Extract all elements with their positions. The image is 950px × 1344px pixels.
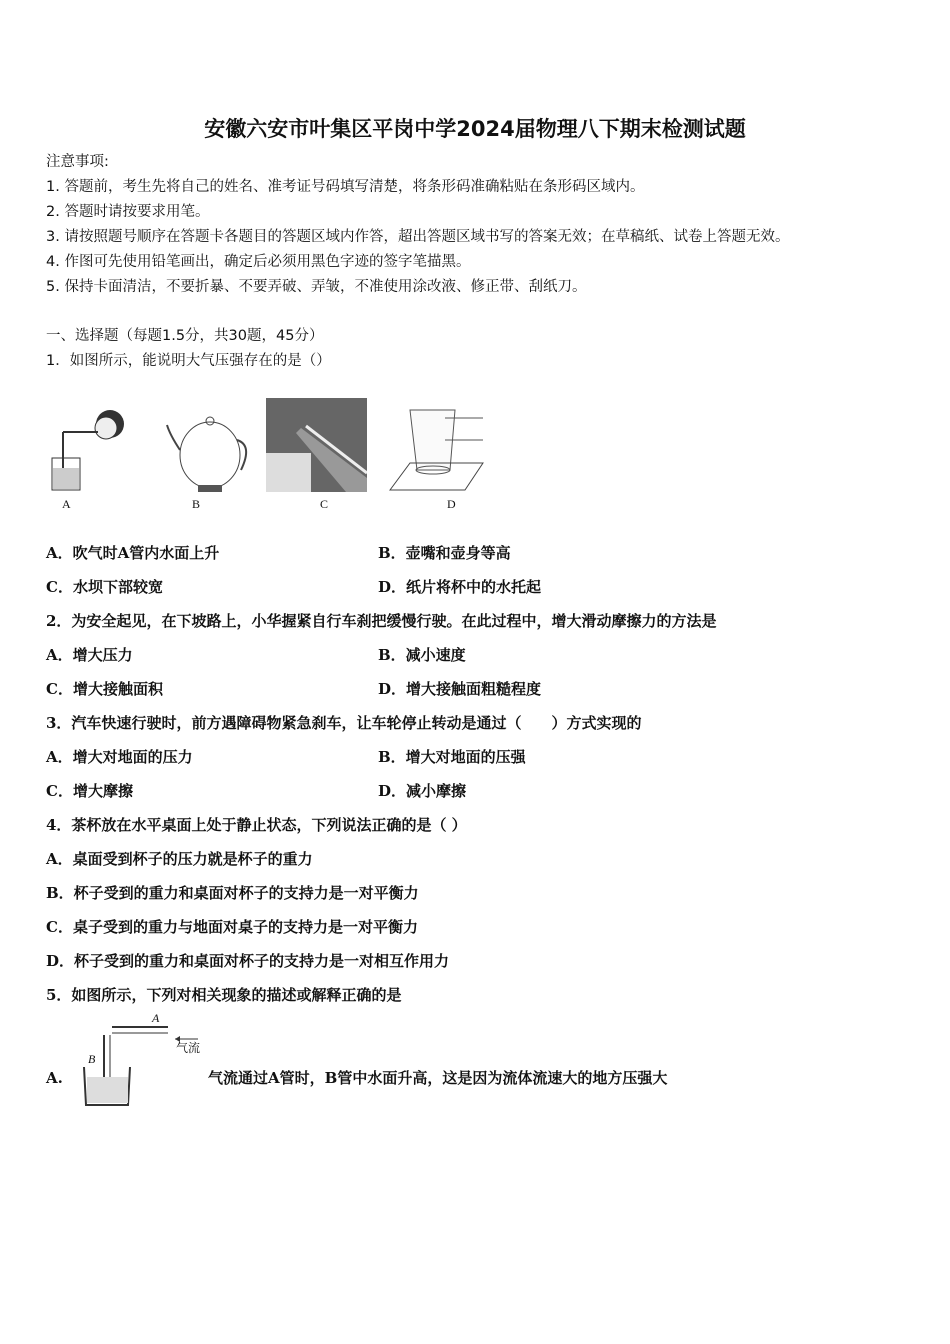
notes-heading: 注意事项: (46, 154, 109, 170)
question-stem: 5．如图所示，下列对相关现象的描述或解释正确的是 (46, 986, 402, 1004)
option: B．杯子受到的重力和桌面对杯子的支持力是一对平衡力 (46, 884, 419, 902)
note-item: 2. 答题时请按要求用笔。 (46, 204, 210, 220)
section-heading: 一、选择题（每题1.5分，共30题，45分） (46, 328, 324, 344)
figure-label: B (192, 497, 201, 511)
figure-label: 气流 (176, 1041, 201, 1055)
option: A．增大压力 (46, 646, 133, 664)
option: C．增大接触面积 (46, 680, 163, 698)
figure-label: A (62, 497, 71, 511)
option: A．吹气时A管内水面上升 (46, 544, 220, 562)
figure-a-blowing-tube (48, 396, 130, 496)
question-stem: 2．为安全起见，在下坡路上，小华握紧自行车刹把缓慢行驶。在此过程中，增大滑动摩擦力的方法是 (46, 612, 717, 630)
option: A．桌面受到杯子的压力就是杯子的重力 (46, 850, 313, 868)
option: D．减小摩擦 (378, 782, 467, 800)
option: B．减小速度 (378, 646, 466, 664)
figure-b-teapot (165, 405, 255, 495)
option: 气流通过A管时，B管中水面升高，这是因为流体流速大的地方压强大 (208, 1069, 668, 1087)
note-item: 3. 请按照题号顺序在答题卡各题目的答题区域内作答，超出答题区域书写的答案无效；在草稿纸、试卷上答题无效。 (46, 229, 790, 245)
question-stem: 3．汽车快速行驶时，前方遇障碍物紧急刹车，让车轮停止转动是通过（ ）方式实现的 (46, 714, 642, 732)
note-item: 4. 作图可先使用铅笔画出，确定后必须用黑色字迹的签字笔描黑。 (46, 254, 471, 270)
question-stem: 4．茶杯放在水平桌面上处于静止状态，下列说法正确的是（ ） (46, 816, 467, 834)
figure-airflow-tubes (80, 1015, 210, 1110)
option: A．增大对地面的压力 (46, 748, 193, 766)
option-label: A. (46, 1069, 63, 1087)
figure-label: D (447, 497, 456, 511)
figure-c-dam-photo (266, 398, 367, 492)
figure-label: C (320, 497, 329, 511)
note-item: 1. 答题前，考生先将自己的姓名、准考证号码填写清楚，将条形码准确粘贴在条形码区域内。 (46, 179, 645, 195)
question-stem: 1．如图所示，能说明大气压强存在的是（） (46, 353, 331, 369)
option: C．水坝下部较宽 (46, 578, 163, 596)
page-title: 安徽六安市叶集区平岗中学2024届物理八下期末检测试题 (204, 117, 746, 141)
figure-label: B (88, 1052, 96, 1066)
option: C．桌子受到的重力与地面对桌子的支持力是一对平衡力 (46, 918, 418, 936)
option: D．杯子受到的重力和桌面对杯子的支持力是一对相互作用力 (46, 952, 450, 970)
option: B．增大对地面的压强 (378, 748, 526, 766)
option: B．壶嘴和壶身等高 (378, 544, 511, 562)
figure-label: A (152, 1011, 160, 1025)
option: D．增大接触面粗糙程度 (378, 680, 542, 698)
note-item: 5. 保持卡面清洁，不要折暴、不要弄破、弄皱，不准使用涂改液、修正带、刮纸刀。 (46, 279, 587, 295)
option: C．增大摩擦 (46, 782, 133, 800)
figure-d-cup-paper (385, 400, 485, 495)
option: D．纸片将杯中的水托起 (378, 578, 542, 596)
